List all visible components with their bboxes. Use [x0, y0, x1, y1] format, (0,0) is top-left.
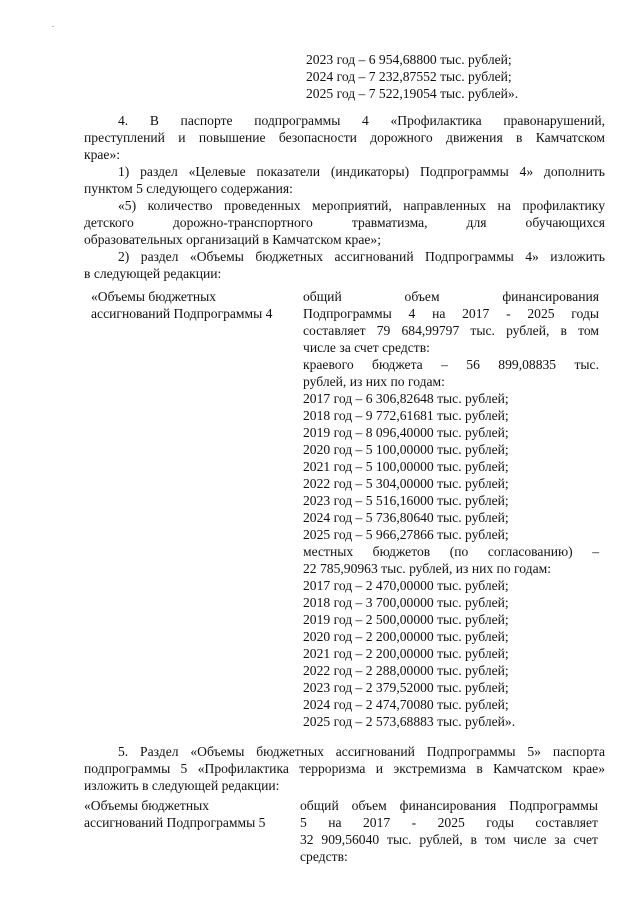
year-line: 2023 год – 6 954,68800 тыс. рублей; — [306, 52, 512, 67]
table-5-left-cell: ассигнований Подпрограммы 5 — [84, 815, 266, 830]
table-5-right-line: 32 909,56040 тыс. рублей, в том числе за счет — [300, 832, 598, 847]
paragraph-line: преступлений и повышение безопасности дорожного движения в Камчатском — [84, 130, 605, 145]
paragraph-line: образовательных организаций в Камчатском крае»; — [84, 232, 381, 247]
table-4-year-line: 2019 год – 8 096,40000 тыс. рублей; — [303, 425, 509, 440]
table-4-year-line: 2018 год – 3 700,00000 тыс. рублей; — [303, 595, 509, 610]
table-4-left-cell: «Объемы бюджетных — [91, 289, 217, 304]
table-4-year-line: 2021 год – 5 100,00000 тыс. рублей; — [303, 459, 509, 474]
table-5-right-line: средств: — [300, 849, 348, 864]
table-5-right-line: общий объем финансирования Подпрограммы — [300, 798, 598, 813]
table-5-left-cell: «Объемы бюджетных — [84, 798, 210, 813]
year-line: 2024 год – 7 232,87552 тыс. рублей; — [306, 69, 512, 84]
table-4-year-line: 2024 год – 5 736,80640 тыс. рублей; — [303, 510, 509, 525]
paragraph-5-heading: 5. Раздел «Объемы бюджетных ассигнований Подпрограммы 5» паспорта — [118, 744, 605, 759]
table-4-year-line: 2018 год – 9 772,61681 тыс. рублей; — [303, 408, 509, 423]
paragraph-line: пунктом 5 следующего содержания: — [84, 181, 293, 196]
table-4-year-line: 2017 год – 2 470,00000 тыс. рублей; — [303, 578, 509, 593]
table-4-right-line: местных бюджетов (по согласованию) – — [303, 544, 599, 559]
paragraph-line: 2) раздел «Объемы бюджетных ассигнований Подпрограммы 4» изложить — [118, 249, 605, 264]
paragraph-line: 1) раздел «Целевые показатели (индикаторы) Подпрограммы 4» дополнить — [118, 164, 605, 179]
table-4-year-line: 2023 год – 2 379,52000 тыс. рублей; — [303, 680, 509, 695]
scan-speck — [52, 26, 54, 27]
table-4-year-line: 2020 год – 5 100,00000 тыс. рублей; — [303, 442, 509, 457]
table-4-year-line: 2017 год – 6 306,82648 тыс. рублей; — [303, 391, 509, 406]
table-4-right-line: 22 785,90963 тыс. рублей, из них по годам: — [303, 561, 551, 576]
paragraph-line: «5) количество проведенных мероприятий, направленных на профилактику — [118, 198, 605, 213]
table-4-right-line: составляет 79 684,99797 тыс. рублей, в том — [303, 323, 599, 338]
table-4-year-line: 2022 год – 5 304,00000 тыс. рублей; — [303, 476, 509, 491]
paragraph-line: детского дорожно-транспортного травматизма, для обучающихся — [84, 215, 605, 230]
table-4-year-line: 2024 год – 2 474,70080 тыс. рублей; — [303, 697, 509, 712]
paragraph-line: подпрограммы 5 «Профилактика терроризма и экстремизма в Камчатском крае» — [84, 761, 605, 776]
table-5-right-line: 5 на 2017 - 2025 годы составляет — [300, 815, 598, 830]
table-4-year-line: 2019 год – 2 500,00000 тыс. рублей; — [303, 612, 509, 627]
table-4-right-line: общий объем финансирования — [303, 289, 599, 304]
table-4-year-line: 2025 год – 5 966,27866 тыс. рублей; — [303, 527, 509, 542]
table-4-year-line: 2022 год – 2 288,00000 тыс. рублей; — [303, 663, 509, 678]
table-4-right-line: Подпрограммы 4 на 2017 - 2025 годы — [303, 306, 599, 321]
table-4-year-line: 2021 год – 2 200,00000 тыс. рублей; — [303, 646, 509, 661]
year-line: 2025 год – 7 522,19054 тыс. рублей». — [306, 86, 519, 101]
paragraph-line: крае»: — [84, 147, 121, 162]
paragraph-line: в следующей редакции: — [84, 266, 222, 281]
table-4-right-line: числе за счет средств: — [303, 340, 430, 355]
table-4-year-line: 2020 год – 2 200,00000 тыс. рублей; — [303, 629, 509, 644]
table-4-year-line: 2025 год – 2 573,68883 тыс. рублей». — [303, 714, 516, 729]
table-4-right-line: краевого бюджета – 56 899,08835 тыс. — [303, 357, 599, 372]
table-4-year-line: 2023 год – 5 516,16000 тыс. рублей; — [303, 493, 509, 508]
paragraph-4-heading: 4. В паспорте подпрограммы 4 «Профилактика правонарушений, — [118, 113, 605, 128]
table-4-right-line: рублей, из них по годам: — [303, 374, 445, 389]
table-4-left-cell: ассигнований Подпрограммы 4 — [91, 306, 273, 321]
paragraph-line: изложить в следующей редакции: — [84, 778, 280, 793]
